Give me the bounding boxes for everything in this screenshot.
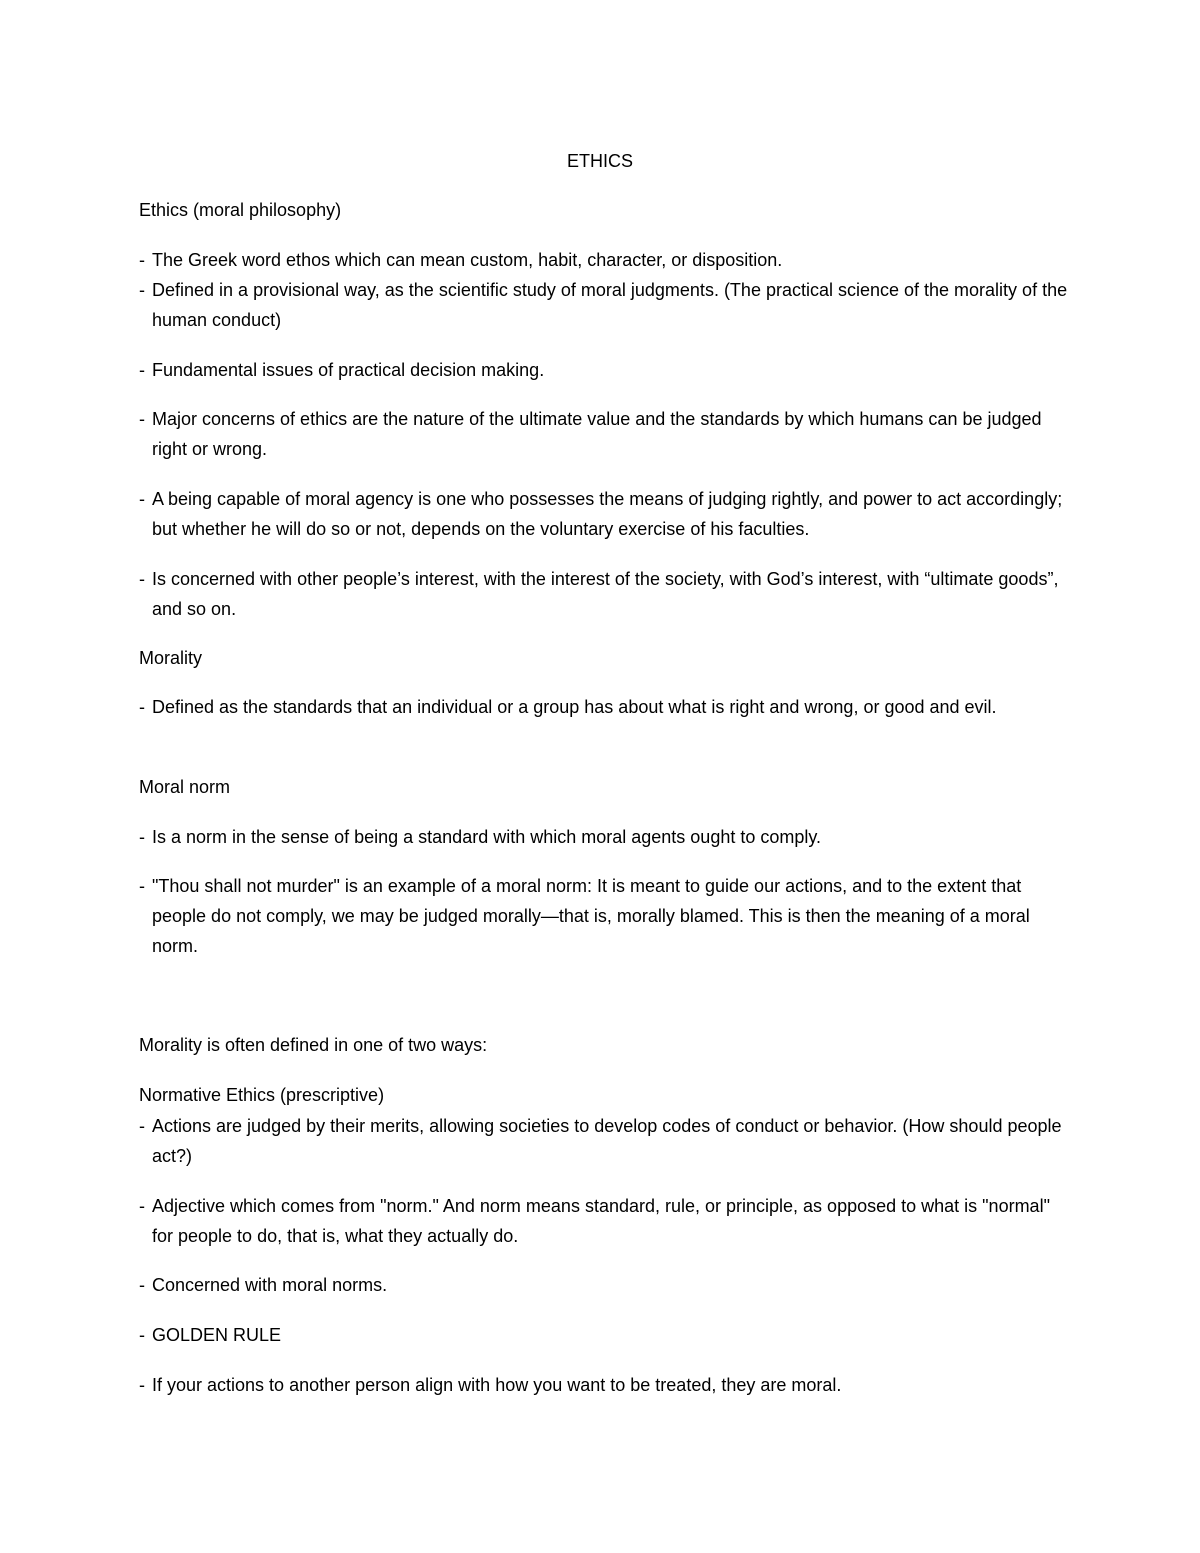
list-item-text: Is a norm in the sense of being a standard with which moral agents ought to comply.: [152, 827, 822, 847]
list-item: [139, 692, 1069, 722]
list-item: [139, 871, 1069, 961]
dash-bullet: -: [139, 280, 145, 300]
list-item: [139, 564, 1069, 624]
dash-bullet: -: [139, 827, 145, 847]
dash-bullet: -: [139, 250, 145, 270]
list-item: [139, 1370, 1069, 1400]
list-item: [139, 822, 1069, 852]
dash-bullet: -: [139, 1116, 145, 1136]
list-item: [139, 1191, 1069, 1251]
list-item-text: Major concerns of ethics are the nature of the ultimate value and the standards by which humans can be judged right or wrong.: [152, 409, 1042, 459]
section-heading-normative-ethics: Normative Ethics (prescriptive): [139, 1085, 385, 1105]
list-item: [139, 275, 1069, 335]
list-item-text: Is concerned with other people’s interest, with the interest of the society, with God’s interest, with “ultimate goods”, and so on.: [152, 569, 1059, 619]
list-item: [139, 484, 1069, 544]
list-item: [139, 245, 1069, 275]
dash-bullet: -: [139, 1375, 145, 1395]
document-title: ETHICS: [566, 151, 633, 171]
list-item-text: A being capable of moral agency is one who possesses the means of judging rightly, and power to act accordingly; but whether he will do so or not, depends on the voluntary exercise of his faculties.: [152, 489, 1063, 539]
list-item-text: The Greek word ethos which can mean custom, habit, character, or disposition.: [152, 250, 783, 270]
list-item-text: If your actions to another person align with how you want to be treated, they are moral.: [152, 1375, 842, 1395]
list-item-text: "Thou shall not murder" is an example of a moral norm: It is meant to guide our actions, and to the extent that people do not comply, we may be judged morally—that is, morally blamed. This is then the meaning of a moral norm.: [152, 876, 1030, 956]
dash-bullet: -: [139, 876, 145, 896]
list-item-text: GOLDEN RULE: [152, 1325, 282, 1345]
list-item-text: Defined as the standards that an individual or a group has about what is right and wrong, or good and evil.: [152, 697, 997, 717]
dash-bullet: -: [139, 1196, 145, 1216]
list-item: [139, 1111, 1069, 1171]
list-item: [139, 404, 1069, 464]
dash-bullet: -: [139, 569, 145, 589]
section-heading-ethics: Ethics (moral philosophy): [139, 200, 342, 220]
dash-bullet: -: [139, 360, 145, 380]
dash-bullet: -: [139, 409, 145, 429]
list-item: [139, 355, 1069, 385]
list-item: [139, 1270, 1069, 1300]
list-item-text: Adjective which comes from "norm." And norm means standard, rule, or principle, as opposed to what is "normal" for people to do, that is, what they actually do.: [152, 1196, 1050, 1246]
dash-bullet: -: [139, 1275, 145, 1295]
list-item-text: Actions are judged by their merits, allowing societies to develop codes of conduct or behavior. (How should people act?): [152, 1116, 1062, 1166]
list-item-text: Defined in a provisional way, as the scientific study of moral judgments. (The practical science of the morality of the human conduct): [152, 280, 1068, 330]
list-item-text: Concerned with moral norms.: [152, 1275, 388, 1295]
section-heading-moral-norm: Moral norm: [139, 777, 231, 797]
section-heading-morality: Morality: [139, 648, 203, 668]
list-item: [139, 1320, 1069, 1350]
dash-bullet: -: [139, 1325, 145, 1345]
section-heading-two-ways: Morality is often defined in one of two ways:: [139, 1035, 488, 1055]
dash-bullet: -: [139, 489, 145, 509]
list-item-text: Fundamental issues of practical decision making.: [152, 360, 545, 380]
dash-bullet: -: [139, 697, 145, 717]
